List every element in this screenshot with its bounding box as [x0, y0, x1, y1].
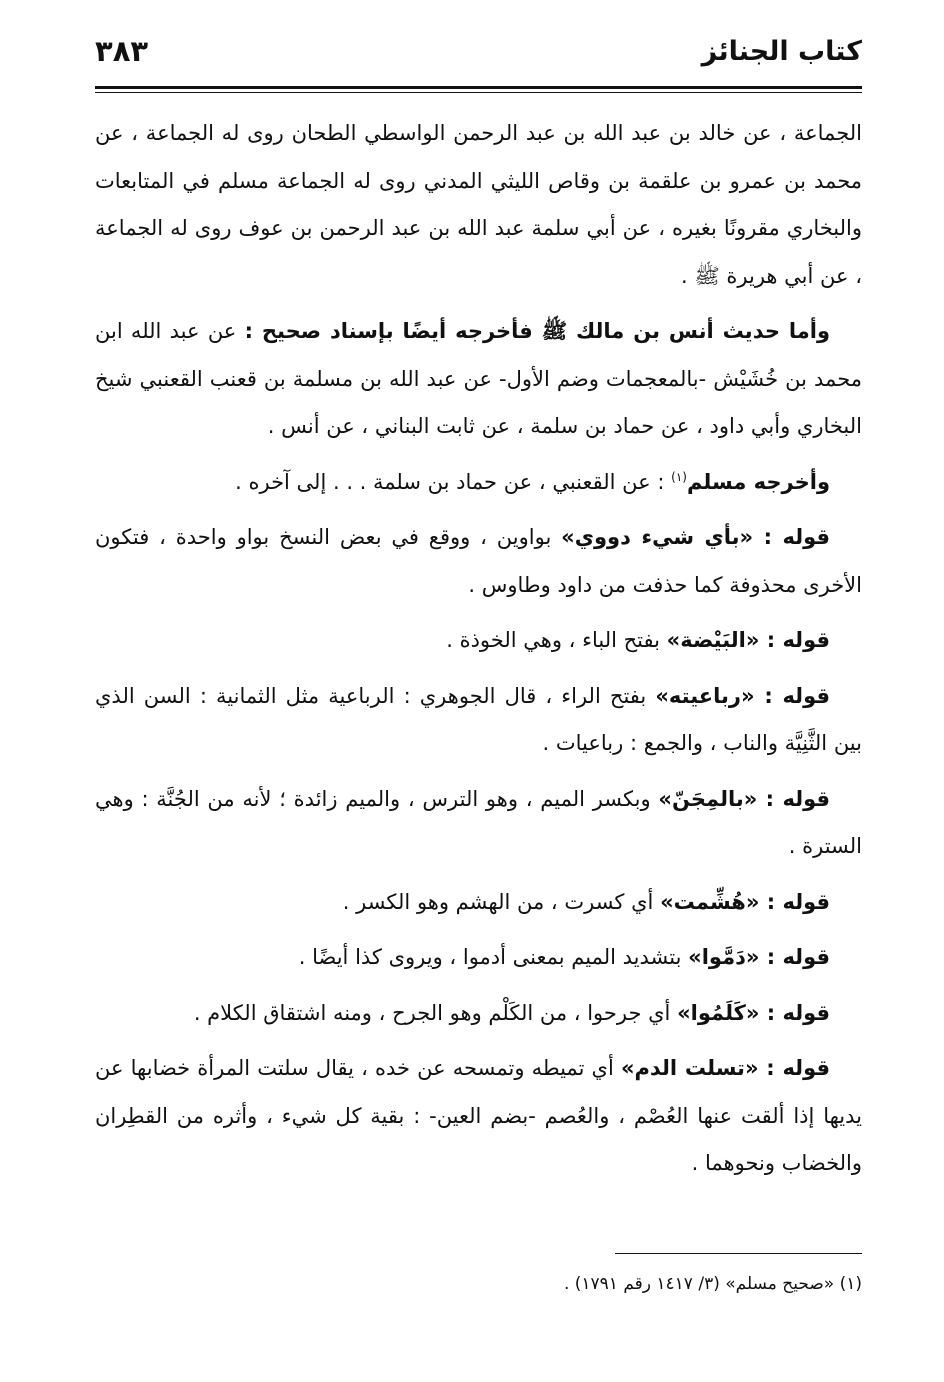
text-segment-bold: قوله : «رباعيته» [655, 683, 830, 708]
text-segment-bold: قوله : «تسلت الدم» [620, 1056, 830, 1080]
text-segment-bold: قوله : «دَمَّوا» [688, 945, 830, 969]
text-segment: أي تميطه وتمسحه عن خده ، يقال سلتت المرأة خضابها عن يديها إذا ألقت عنها العُصْم ، والعُصم -بضم العين- : بقية كل شيء ، وأثره من القطِران والخضاب ونحوهما . [95, 1056, 862, 1175]
text-segment-bold: قوله : «هُشِّمت» [660, 889, 830, 914]
text-segment-bold: قوله : «كَلَمُوا» [677, 1000, 830, 1025]
paragraph [95, 617, 862, 665]
text-segment: أي جرحوا ، من الكَلْم وهو الجرح ، ومنه اشتقاق الكلام . [193, 1000, 678, 1025]
page-number: ٣٨٣ [95, 34, 149, 68]
text-segment-bold: قوله : «البَيْضة» [666, 628, 830, 652]
paragraph [95, 673, 862, 768]
text-segment-bold: وأخرجه مسلم [686, 469, 830, 494]
footnote: (١) «صحيح مسلم» (٣/ ١٤١٧ رقم ١٧٩١) . [563, 1274, 862, 1294]
paragraph [95, 879, 862, 927]
text-segment: بتشديد الميم بمعنى أدموا ، ويروى كذا أيضًا . [298, 945, 689, 969]
page-header [95, 30, 862, 84]
text-segment: : عن القعنبي ، عن حماد بن سلمة . . . إلى آخره . [235, 469, 672, 494]
footnote-marker: (١) [671, 469, 687, 484]
text-segment: أي كسرت ، من الهشم وهو الكسر . [342, 889, 661, 914]
paragraph [95, 776, 862, 871]
text-segment-bold: قوله : «بالمِجَنّ» [658, 786, 831, 811]
footnote-separator [615, 1253, 862, 1254]
paragraph [95, 459, 862, 507]
paragraph [95, 514, 862, 609]
text-segment: بفتح الباء ، وهي الخوذة . [446, 628, 667, 652]
text-segment: وبكسر الميم ، وهو الترس ، والميم زائدة ؛ لأنه من الجُنَّة : وهي السترة . [95, 786, 862, 858]
text-segment: بفتح الراء ، قال الجوهري : الرباعية مثل الثمانية : السن الذي بين الثَّنِيَّة والناب ، والجمع : رباعيات . [95, 683, 862, 755]
text-segment: الجماعة ، عن خالد بن عبد الله بن عبد الرحمن الواسطي الطحان روى له الجماعة ، عن محمد بن عمرو بن علقمة بن وقاص الليثي المدني روى له الجماعة مسلم في المتابعات والبخاري مقرونًا بغيره ، عن أبي سلمة عبد الله بن عبد الرحمن بن عوف روى له الجماعة ، عن أبي هريرة ﷺ . [95, 121, 862, 288]
text-segment: عن عبد الله ابن محمد بن خُشَيْش -بالمعجمات وضم الأول- عن عبد الله بن مسلمة بن قعنب القعنبي شيخ البخاري وأبي داود ، عن حماد بن سلمة ، عن ثابت البناني ، عن أنس . [95, 319, 862, 438]
text-segment-bold: قوله : «بأي شيء دووي» [561, 525, 831, 549]
header-rule [95, 86, 862, 89]
paragraph [95, 934, 862, 982]
paragraph [95, 110, 862, 300]
text-segment-bold: وأما حديث أنس بن مالك ﷺ فأخرجه أيضًا بإسناد صحيح : [244, 319, 830, 343]
paragraph [95, 308, 862, 451]
running-title: كتاب الجنائز [701, 36, 862, 67]
text-segment: بواوين ، ووقع في بعض النسخ بواو واحدة ، فتكون الأخرى محذوفة كما حذفت من داود وطاوس . [95, 525, 862, 597]
header-rule-thin [95, 92, 862, 93]
paragraph [95, 990, 862, 1038]
body-text [95, 110, 862, 1196]
paragraph [95, 1045, 862, 1188]
